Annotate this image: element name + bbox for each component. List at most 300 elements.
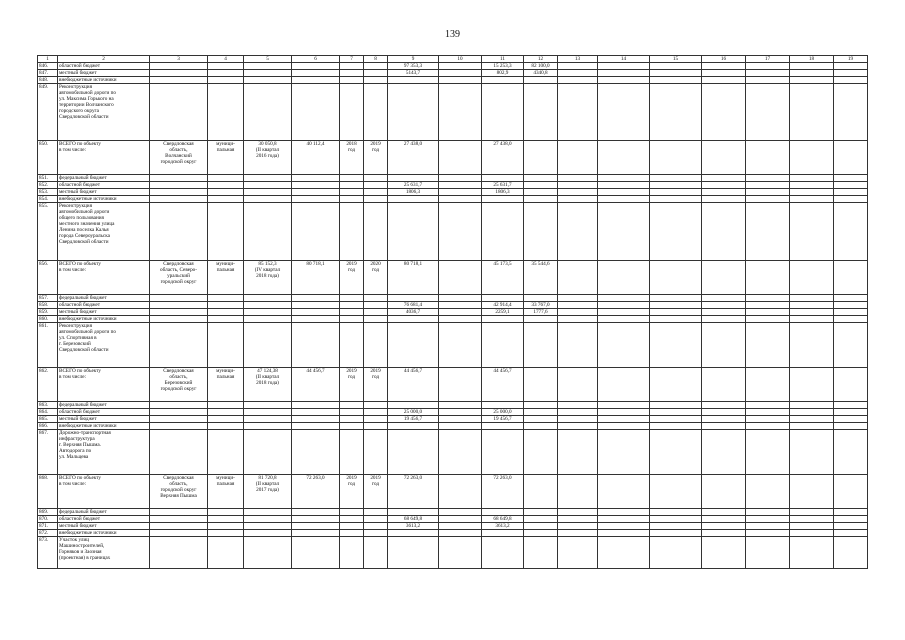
cell-col-16 bbox=[702, 409, 746, 416]
cell-col-12 bbox=[524, 295, 558, 302]
cell-col-16 bbox=[702, 430, 746, 475]
cell-col-10 bbox=[439, 523, 482, 530]
cell-col-7 bbox=[340, 302, 364, 309]
cell-col-11: 44 456,7 bbox=[482, 368, 524, 402]
cell-col-12 bbox=[524, 175, 558, 182]
cell-col-5 bbox=[244, 509, 292, 516]
cell-col-10 bbox=[439, 537, 482, 569]
table-body bbox=[38, 56, 868, 569]
cell-col-13 bbox=[558, 316, 598, 323]
cell-col-15 bbox=[650, 509, 702, 516]
row-number: 864. bbox=[38, 409, 58, 416]
cell-col-19 bbox=[834, 70, 868, 77]
cell-col-11: 1806,3 bbox=[482, 189, 524, 196]
table-row bbox=[38, 182, 868, 189]
cell-col-19 bbox=[834, 295, 868, 302]
cell-col-6: 72 263,0 bbox=[292, 475, 340, 509]
row-description: внебюджетные источники bbox=[58, 530, 150, 537]
cell-col-15 bbox=[650, 77, 702, 84]
cell-col-11: 45 173,5 bbox=[482, 261, 524, 295]
cell-col-12 bbox=[524, 77, 558, 84]
cell-col-19 bbox=[834, 316, 868, 323]
cell-col-11: 802,9 bbox=[482, 70, 524, 77]
cell-col-12 bbox=[524, 182, 558, 189]
cell-col-16 bbox=[702, 196, 746, 203]
cell-col-14 bbox=[598, 316, 650, 323]
column-header: 12 bbox=[524, 56, 558, 63]
cell-col-3 bbox=[150, 323, 208, 368]
cell-col-18 bbox=[790, 516, 834, 523]
cell-col-11: 3613,2 bbox=[482, 523, 524, 530]
cell-col-15 bbox=[650, 368, 702, 402]
cell-col-19 bbox=[834, 189, 868, 196]
row-description: областной бюджет bbox=[58, 409, 150, 416]
cell-col-13 bbox=[558, 368, 598, 402]
cell-col-11 bbox=[482, 77, 524, 84]
cell-col-19 bbox=[834, 261, 868, 295]
row-number: 854. bbox=[38, 196, 58, 203]
cell-col-5: 47 124,38 (II квартал 2018 года) bbox=[244, 368, 292, 402]
cell-col-9: 1806,3 bbox=[388, 189, 439, 196]
cell-col-6 bbox=[292, 530, 340, 537]
cell-col-9: 72 263,0 bbox=[388, 475, 439, 509]
cell-col-19 bbox=[834, 63, 868, 70]
table-row bbox=[38, 530, 868, 537]
cell-col-17 bbox=[746, 189, 790, 196]
cell-col-19 bbox=[834, 409, 868, 416]
cell-col-3 bbox=[150, 430, 208, 475]
cell-col-11: 2259,1 bbox=[482, 309, 524, 316]
cell-col-17 bbox=[746, 141, 790, 175]
cell-col-5: 81 720,8 (II квартал 2017 года) bbox=[244, 475, 292, 509]
cell-col-18 bbox=[790, 416, 834, 423]
row-number: 850. bbox=[38, 141, 58, 175]
row-description: местный бюджет bbox=[58, 70, 150, 77]
row-description: Реконструкция автомобильной дороги общего пользования местного значения улица Ленина поселка Калья города Североуральска Свердловской области bbox=[58, 203, 150, 261]
cell-col-5 bbox=[244, 189, 292, 196]
cell-col-18 bbox=[790, 316, 834, 323]
cell-col-15 bbox=[650, 261, 702, 295]
cell-col-8 bbox=[364, 323, 388, 368]
column-header: 16 bbox=[702, 56, 746, 63]
cell-col-15 bbox=[650, 409, 702, 416]
cell-col-8 bbox=[364, 402, 388, 409]
cell-col-16 bbox=[702, 182, 746, 189]
cell-col-11 bbox=[482, 295, 524, 302]
cell-col-8 bbox=[364, 295, 388, 302]
row-number: 858. bbox=[38, 302, 58, 309]
row-description: ВСЕГО по объекту в том числе: bbox=[58, 261, 150, 295]
cell-col-18 bbox=[790, 77, 834, 84]
cell-col-19 bbox=[834, 196, 868, 203]
cell-col-14 bbox=[598, 416, 650, 423]
column-header: 3 bbox=[150, 56, 208, 63]
cell-col-5 bbox=[244, 430, 292, 475]
cell-col-3 bbox=[150, 423, 208, 430]
cell-col-14 bbox=[598, 84, 650, 141]
cell-col-12 bbox=[524, 537, 558, 569]
cell-col-13 bbox=[558, 175, 598, 182]
cell-col-14 bbox=[598, 182, 650, 189]
cell-col-9: 44 456,7 bbox=[388, 368, 439, 402]
cell-col-13 bbox=[558, 84, 598, 141]
cell-col-4: муници- пальная bbox=[208, 261, 244, 295]
table-row bbox=[38, 409, 868, 416]
cell-col-17 bbox=[746, 323, 790, 368]
cell-col-14 bbox=[598, 309, 650, 316]
cell-col-8 bbox=[364, 423, 388, 430]
cell-col-5 bbox=[244, 409, 292, 416]
cell-col-6 bbox=[292, 77, 340, 84]
cell-col-13 bbox=[558, 261, 598, 295]
cell-col-14 bbox=[598, 175, 650, 182]
cell-col-14 bbox=[598, 302, 650, 309]
cell-col-9 bbox=[388, 175, 439, 182]
cell-col-17 bbox=[746, 430, 790, 475]
cell-col-17 bbox=[746, 295, 790, 302]
cell-col-8: 2019 год bbox=[364, 368, 388, 402]
cell-col-4 bbox=[208, 196, 244, 203]
row-number: 856. bbox=[38, 261, 58, 295]
cell-col-3 bbox=[150, 302, 208, 309]
cell-col-4 bbox=[208, 316, 244, 323]
cell-col-3 bbox=[150, 63, 208, 70]
cell-col-16 bbox=[702, 77, 746, 84]
cell-col-8 bbox=[364, 516, 388, 523]
cell-col-16 bbox=[702, 84, 746, 141]
cell-col-3 bbox=[150, 196, 208, 203]
cell-col-4 bbox=[208, 203, 244, 261]
cell-col-7 bbox=[340, 430, 364, 475]
cell-col-6 bbox=[292, 402, 340, 409]
cell-col-4 bbox=[208, 523, 244, 530]
cell-col-6: 40 112,4 bbox=[292, 141, 340, 175]
cell-col-17 bbox=[746, 368, 790, 402]
cell-col-10 bbox=[439, 316, 482, 323]
cell-col-7 bbox=[340, 182, 364, 189]
cell-col-15 bbox=[650, 316, 702, 323]
cell-col-7 bbox=[340, 189, 364, 196]
cell-col-7 bbox=[340, 77, 364, 84]
row-number: 872. bbox=[38, 530, 58, 537]
cell-col-12: 35 544,6 bbox=[524, 261, 558, 295]
cell-col-18 bbox=[790, 409, 834, 416]
cell-col-11 bbox=[482, 537, 524, 569]
cell-col-17 bbox=[746, 196, 790, 203]
row-number: 870. bbox=[38, 516, 58, 523]
cell-col-7 bbox=[340, 516, 364, 523]
column-header: 8 bbox=[364, 56, 388, 63]
cell-col-14 bbox=[598, 402, 650, 409]
cell-col-16 bbox=[702, 316, 746, 323]
cell-col-10 bbox=[439, 63, 482, 70]
cell-col-3 bbox=[150, 189, 208, 196]
table-row bbox=[38, 416, 868, 423]
cell-col-12: 4340,8 bbox=[524, 70, 558, 77]
cell-col-3: Свердловская область, городской округ Верхняя Пышма bbox=[150, 475, 208, 509]
cell-col-14 bbox=[598, 141, 650, 175]
row-number: 846. bbox=[38, 63, 58, 70]
column-header: 4 bbox=[208, 56, 244, 63]
cell-col-4 bbox=[208, 77, 244, 84]
cell-col-19 bbox=[834, 530, 868, 537]
cell-col-3 bbox=[150, 537, 208, 569]
cell-col-7 bbox=[340, 196, 364, 203]
cell-col-10 bbox=[439, 309, 482, 316]
cell-col-3: Свердловская область, Волчанский городской округ bbox=[150, 141, 208, 175]
page-number: 139 bbox=[445, 29, 460, 40]
cell-col-10 bbox=[439, 77, 482, 84]
cell-col-6 bbox=[292, 182, 340, 189]
row-number: 855. bbox=[38, 203, 58, 261]
table-row bbox=[38, 141, 868, 175]
cell-col-18 bbox=[790, 509, 834, 516]
row-description: Реконструкция автомобильной дороги по ул. Максима Горького на территории Волчанского городского округа Свердловской области bbox=[58, 84, 150, 141]
cell-col-12 bbox=[524, 84, 558, 141]
cell-col-4 bbox=[208, 70, 244, 77]
cell-col-13 bbox=[558, 63, 598, 70]
cell-col-13 bbox=[558, 409, 598, 416]
cell-col-11: 42 914,4 bbox=[482, 302, 524, 309]
table-row bbox=[38, 203, 868, 261]
cell-col-18 bbox=[790, 530, 834, 537]
cell-col-10 bbox=[439, 475, 482, 509]
cell-col-4 bbox=[208, 402, 244, 409]
cell-col-15 bbox=[650, 402, 702, 409]
cell-col-4: муници- пальная bbox=[208, 368, 244, 402]
cell-col-7 bbox=[340, 537, 364, 569]
cell-col-5 bbox=[244, 316, 292, 323]
cell-col-7 bbox=[340, 402, 364, 409]
cell-col-10 bbox=[439, 409, 482, 416]
cell-col-17 bbox=[746, 537, 790, 569]
cell-col-6 bbox=[292, 423, 340, 430]
cell-col-12 bbox=[524, 523, 558, 530]
cell-col-15 bbox=[650, 302, 702, 309]
cell-col-13 bbox=[558, 516, 598, 523]
cell-col-17 bbox=[746, 261, 790, 295]
cell-col-3 bbox=[150, 316, 208, 323]
cell-col-18 bbox=[790, 402, 834, 409]
cell-col-19 bbox=[834, 516, 868, 523]
cell-col-7 bbox=[340, 84, 364, 141]
cell-col-16 bbox=[702, 523, 746, 530]
table-row bbox=[38, 196, 868, 203]
cell-col-17 bbox=[746, 84, 790, 141]
cell-col-19 bbox=[834, 402, 868, 409]
row-description: областной бюджет bbox=[58, 302, 150, 309]
table-row bbox=[38, 516, 868, 523]
cell-col-17 bbox=[746, 423, 790, 430]
cell-col-14 bbox=[598, 189, 650, 196]
budget-table bbox=[37, 55, 868, 569]
cell-col-6 bbox=[292, 430, 340, 475]
cell-col-19 bbox=[834, 77, 868, 84]
cell-col-18 bbox=[790, 182, 834, 189]
cell-col-16 bbox=[702, 423, 746, 430]
cell-col-11 bbox=[482, 84, 524, 141]
cell-col-8: 2020 год bbox=[364, 261, 388, 295]
cell-col-16 bbox=[702, 416, 746, 423]
cell-col-19 bbox=[834, 416, 868, 423]
cell-col-6 bbox=[292, 309, 340, 316]
cell-col-10 bbox=[439, 516, 482, 523]
cell-col-7 bbox=[340, 63, 364, 70]
cell-col-8 bbox=[364, 175, 388, 182]
cell-col-14 bbox=[598, 295, 650, 302]
cell-col-18 bbox=[790, 323, 834, 368]
table-row bbox=[38, 302, 868, 309]
row-description: ВСЕГО по объекту в том числе: bbox=[58, 141, 150, 175]
cell-col-14 bbox=[598, 475, 650, 509]
cell-col-7 bbox=[340, 509, 364, 516]
cell-col-19 bbox=[834, 323, 868, 368]
cell-col-15 bbox=[650, 189, 702, 196]
cell-col-5 bbox=[244, 175, 292, 182]
cell-col-18 bbox=[790, 175, 834, 182]
cell-col-13 bbox=[558, 402, 598, 409]
cell-col-12 bbox=[524, 530, 558, 537]
cell-col-15 bbox=[650, 175, 702, 182]
cell-col-10 bbox=[439, 84, 482, 141]
cell-col-9 bbox=[388, 430, 439, 475]
cell-col-5 bbox=[244, 203, 292, 261]
cell-col-12 bbox=[524, 141, 558, 175]
cell-col-14 bbox=[598, 516, 650, 523]
cell-col-3 bbox=[150, 530, 208, 537]
cell-col-8 bbox=[364, 302, 388, 309]
row-number: 847. bbox=[38, 70, 58, 77]
cell-col-9 bbox=[388, 402, 439, 409]
cell-col-3 bbox=[150, 295, 208, 302]
cell-col-3 bbox=[150, 523, 208, 530]
cell-col-5 bbox=[244, 523, 292, 530]
cell-col-5 bbox=[244, 70, 292, 77]
row-description: федеральный бюджет bbox=[58, 175, 150, 182]
row-number: 862. bbox=[38, 368, 58, 402]
cell-col-9: 97 353,3 bbox=[388, 63, 439, 70]
cell-col-6 bbox=[292, 295, 340, 302]
row-description: внебюджетные источники bbox=[58, 77, 150, 84]
cell-col-4 bbox=[208, 423, 244, 430]
cell-col-7 bbox=[340, 323, 364, 368]
cell-col-10 bbox=[439, 530, 482, 537]
cell-col-10 bbox=[439, 368, 482, 402]
cell-col-12 bbox=[524, 509, 558, 516]
cell-col-11 bbox=[482, 196, 524, 203]
cell-col-16 bbox=[702, 368, 746, 402]
cell-col-17 bbox=[746, 203, 790, 261]
cell-col-15 bbox=[650, 70, 702, 77]
cell-col-8 bbox=[364, 70, 388, 77]
cell-col-15 bbox=[650, 182, 702, 189]
cell-col-12 bbox=[524, 423, 558, 430]
cell-col-4 bbox=[208, 416, 244, 423]
cell-col-11: 68 649,8 bbox=[482, 516, 524, 523]
cell-col-5 bbox=[244, 84, 292, 141]
cell-col-5: 85 152,3 (IV квартал 2018 года) bbox=[244, 261, 292, 295]
row-number: 869. bbox=[38, 509, 58, 516]
cell-col-7 bbox=[340, 423, 364, 430]
column-header: 13 bbox=[558, 56, 598, 63]
cell-col-17 bbox=[746, 416, 790, 423]
cell-col-17 bbox=[746, 77, 790, 84]
row-description: Дорожно-транспортная инфраструктура г. Верхняя Пышма. Автодорога по ул. Мальцева bbox=[58, 430, 150, 475]
cell-col-13 bbox=[558, 423, 598, 430]
cell-col-14 bbox=[598, 203, 650, 261]
cell-col-18 bbox=[790, 475, 834, 509]
cell-col-10 bbox=[439, 189, 482, 196]
cell-col-8 bbox=[364, 182, 388, 189]
row-number: 860. bbox=[38, 316, 58, 323]
table-row bbox=[38, 523, 868, 530]
row-description: внебюджетные источники bbox=[58, 196, 150, 203]
cell-col-13 bbox=[558, 523, 598, 530]
cell-col-13 bbox=[558, 302, 598, 309]
cell-col-11 bbox=[482, 323, 524, 368]
cell-col-10 bbox=[439, 302, 482, 309]
cell-col-15 bbox=[650, 516, 702, 523]
cell-col-6 bbox=[292, 416, 340, 423]
cell-col-9: 4036,7 bbox=[388, 309, 439, 316]
table-row bbox=[38, 189, 868, 196]
cell-col-13 bbox=[558, 189, 598, 196]
cell-col-18 bbox=[790, 523, 834, 530]
cell-col-12: 33 767,0 bbox=[524, 302, 558, 309]
row-description: местный бюджет bbox=[58, 309, 150, 316]
cell-col-9 bbox=[388, 196, 439, 203]
cell-col-3 bbox=[150, 409, 208, 416]
cell-col-6: 80 718,1 bbox=[292, 261, 340, 295]
cell-col-5 bbox=[244, 402, 292, 409]
cell-col-16 bbox=[702, 302, 746, 309]
cell-col-7 bbox=[340, 203, 364, 261]
cell-col-3 bbox=[150, 309, 208, 316]
row-number: 873. bbox=[38, 537, 58, 569]
cell-col-9: 5143,7 bbox=[388, 70, 439, 77]
cell-col-7: 2019 год bbox=[340, 261, 364, 295]
cell-col-6 bbox=[292, 516, 340, 523]
cell-col-11: 25 631,7 bbox=[482, 182, 524, 189]
cell-col-10 bbox=[439, 70, 482, 77]
cell-col-9 bbox=[388, 295, 439, 302]
cell-col-8 bbox=[364, 77, 388, 84]
cell-col-18 bbox=[790, 430, 834, 475]
cell-col-4 bbox=[208, 537, 244, 569]
cell-col-17 bbox=[746, 516, 790, 523]
column-header: 17 bbox=[746, 56, 790, 63]
cell-col-4 bbox=[208, 63, 244, 70]
cell-col-12: 82 100,0 bbox=[524, 63, 558, 70]
cell-col-6 bbox=[292, 323, 340, 368]
cell-col-9: 76 681,4 bbox=[388, 302, 439, 309]
cell-col-5 bbox=[244, 63, 292, 70]
cell-col-9 bbox=[388, 423, 439, 430]
column-header: 5 bbox=[244, 56, 292, 63]
cell-col-10 bbox=[439, 196, 482, 203]
cell-col-5 bbox=[244, 182, 292, 189]
cell-col-12 bbox=[524, 368, 558, 402]
cell-col-18 bbox=[790, 261, 834, 295]
cell-col-7 bbox=[340, 309, 364, 316]
cell-col-16 bbox=[702, 475, 746, 509]
cell-col-4: муници- пальная bbox=[208, 475, 244, 509]
row-description: федеральный бюджет bbox=[58, 402, 150, 409]
cell-col-18 bbox=[790, 302, 834, 309]
cell-col-6 bbox=[292, 175, 340, 182]
cell-col-7 bbox=[340, 70, 364, 77]
cell-col-16 bbox=[702, 309, 746, 316]
